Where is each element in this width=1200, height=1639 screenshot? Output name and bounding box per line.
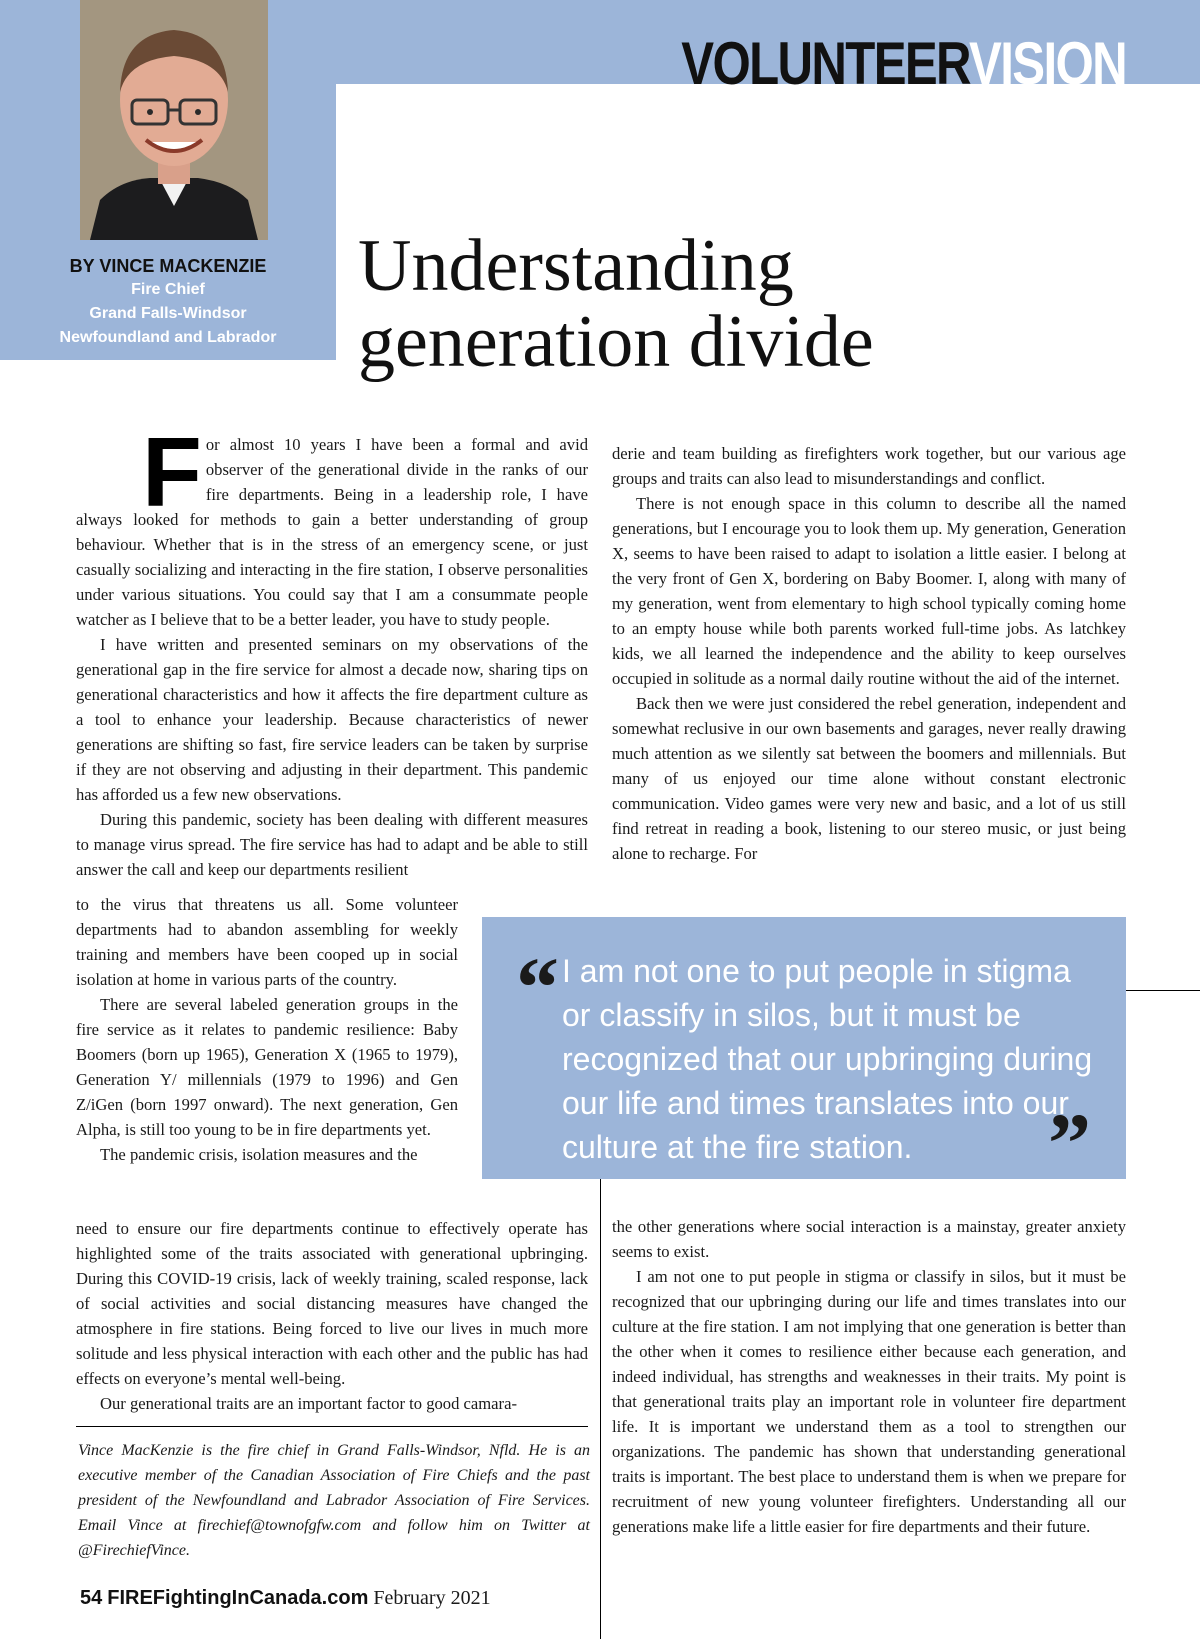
close-quote-mark: ” — [1048, 1095, 1091, 1191]
paragraph: to the virus that threatens us all. Some volunteer departments had to abandon assembling for weekly training and members have been cooped up in social isolation at home in various parts of the country. — [76, 895, 458, 989]
paragraph: There is not enough space in this column to describe all the named generations, but I encourage you to look them up. My generation, Generation X, seems to have been raised to adapt to isolation a little easier. I belong at the very front of Gen X, bordering on Baby Boomer. I, along with many of my generation, went from elementary to high school typically coming home to an empty house while both parents worked full-time jobs. As latchkey kids, we all learned the independence and the ability to keep ourselves occupied in solitude as a normal daily routine without the aid of the internet. — [612, 494, 1126, 688]
author-photo — [80, 0, 268, 240]
author-title: Fire Chief — [131, 281, 205, 298]
paragraph: the other generations where social interaction is a mainstay, greater anxiety seems to exist. — [612, 1217, 1126, 1261]
section-title-part2: VISION — [969, 30, 1126, 90]
headline-line-1: Understanding — [358, 225, 794, 307]
column-divider — [600, 1179, 601, 1639]
paragraph: The pandemic crisis, isolation measures and the — [100, 1145, 418, 1164]
left-column-bottom — [76, 1216, 588, 1416]
headline-line-2: generation divide — [358, 301, 874, 383]
paragraph: derie and team building as firefighters work together, but our various age groups and traits can also lead to misunderstandings and conflict. — [612, 444, 1126, 488]
author-location-city: Grand Falls-Windsor — [89, 305, 247, 322]
paragraph: Our generational traits are an important factor to good camara- — [100, 1394, 517, 1413]
right-column-top — [612, 441, 1126, 866]
paragraph: Back then we were just considered the rebel generation, independent and somewhat reclusive in our own basements and garages, never really drawing much attention as we silently sat between the boomers and millennials. But many of us enjoyed our time alone without constant electronic communication. Video games were very new and basic, and a lot of us still find retreat in reading a book, listening to our stereo music, or just being alone to recharge. For — [612, 694, 1126, 863]
open-quote-mark: “ — [516, 939, 559, 1035]
byline — [0, 254, 336, 350]
paragraph: There are several labeled generation groups in the fire service as it relates to pandemic resilience: Baby Boomers (born up 1965), Generation X (1965 to 1979), Generation Y/ millennials (1979 to 1996) and Gen Z/iGen (born 1997 onward). The next generation, Gen Alpha, is still too young to be in fire departments yet. — [76, 995, 458, 1139]
paragraph: I am not one to put people in stigma or classify in silos, but it must be recognized that our upbringing during our life and times translates into our culture at the fire station. I am not implying that one generation is better than the other when it comes to resilience either because each generation, and indeed individual, has strengths and weaknesses in their traits. My point is that generational traits play an important role in volunteer fire department life. It is important we understand them as a tool to strengthen our organizations. The pandemic has shown that understanding generational traits is important. The best place to understand them is when we prepare for recruitment of new young volunteer firefighters. Understanding all our generations make life a little easier for fire departments and their future. — [612, 1267, 1126, 1536]
section-title — [662, 30, 1126, 90]
page-number: 54 — [80, 1587, 103, 1609]
left-column-top — [76, 417, 588, 882]
paragraph: During this pandemic, society has been dealing with different measures to manage virus spread. The fire service has had to adapt and be able to still answer the call and keep our departments resilient — [76, 810, 588, 879]
author-name: BY VINCE MACKENZIE — [69, 256, 267, 276]
publication-site: FIREFightingInCanada.com — [107, 1587, 369, 1609]
headline — [358, 225, 1118, 383]
portrait-image — [80, 0, 268, 240]
page-footer — [80, 1584, 491, 1612]
pull-quote-text: I am not one to put people in stigma or classify in silos, but it must be recognized that our upbringing during our life and times translates into our culture at the fire station. — [562, 953, 1093, 1165]
left-column-narrow — [76, 892, 458, 1167]
pull-quote-rule — [1126, 990, 1200, 991]
section-title-part1: VOLUNTEER — [681, 30, 970, 90]
paragraph: I have written and presented seminars on my observations of the generational gap in the fire service for almost a decade now, sharing tips on generational characteristics and how it affects the fire department culture as a tool to enhance your leadership. Because characteristics of newer generations are shifting so fast, fire service leaders can be taken by surprise if they are not observing and adjusting in their department. This pandemic has afforded us a few new observations. — [76, 635, 588, 804]
bio-separator — [76, 1426, 588, 1427]
paragraph: or almost 10 years I have been a formal and avid observer of the generational divide in the ranks of our fire departments. Being in a leadership role, I have always looked for methods to gain a better understanding of group behaviour. Whether that is in the stress of an emergency scene, or just casually socializing and interacting in the fire station, I observe personalities under various situations. You could say that I am a consummate people watcher as I believe that to be a better leader, you have to study people. — [76, 435, 588, 629]
issue-date: February 2021 — [373, 1587, 491, 1609]
author-bio: Vince MacKenzie is the fire chief in Grand Falls-Windsor, Nfld. He is an executive member of the Canadian Association of Fire Chiefs and the past president of the Newfoundland and Labrador Association of Fire Services. Email Vince at firechief@townofgfw.com and follow him on Twitter at @FirechiefVince. — [78, 1442, 590, 1559]
right-column-bottom — [612, 1214, 1126, 1539]
pull-quote — [482, 917, 1126, 1191]
drop-cap: F — [142, 417, 202, 527]
paragraph: need to ensure our fire departments continue to effectively operate has highlighted some of the traits associated with generational upbringing. During this COVID-19 crisis, lack of weekly training, scaled response, lack of social activities and social distancing measures have changed the atmosphere in fire stations. Being forced to live our lives in much more solitude and less physical interaction with each other and the public has had effects on everyone’s mental well-being. — [76, 1219, 588, 1388]
author-location-province: Newfoundland and Labrador — [59, 329, 277, 346]
